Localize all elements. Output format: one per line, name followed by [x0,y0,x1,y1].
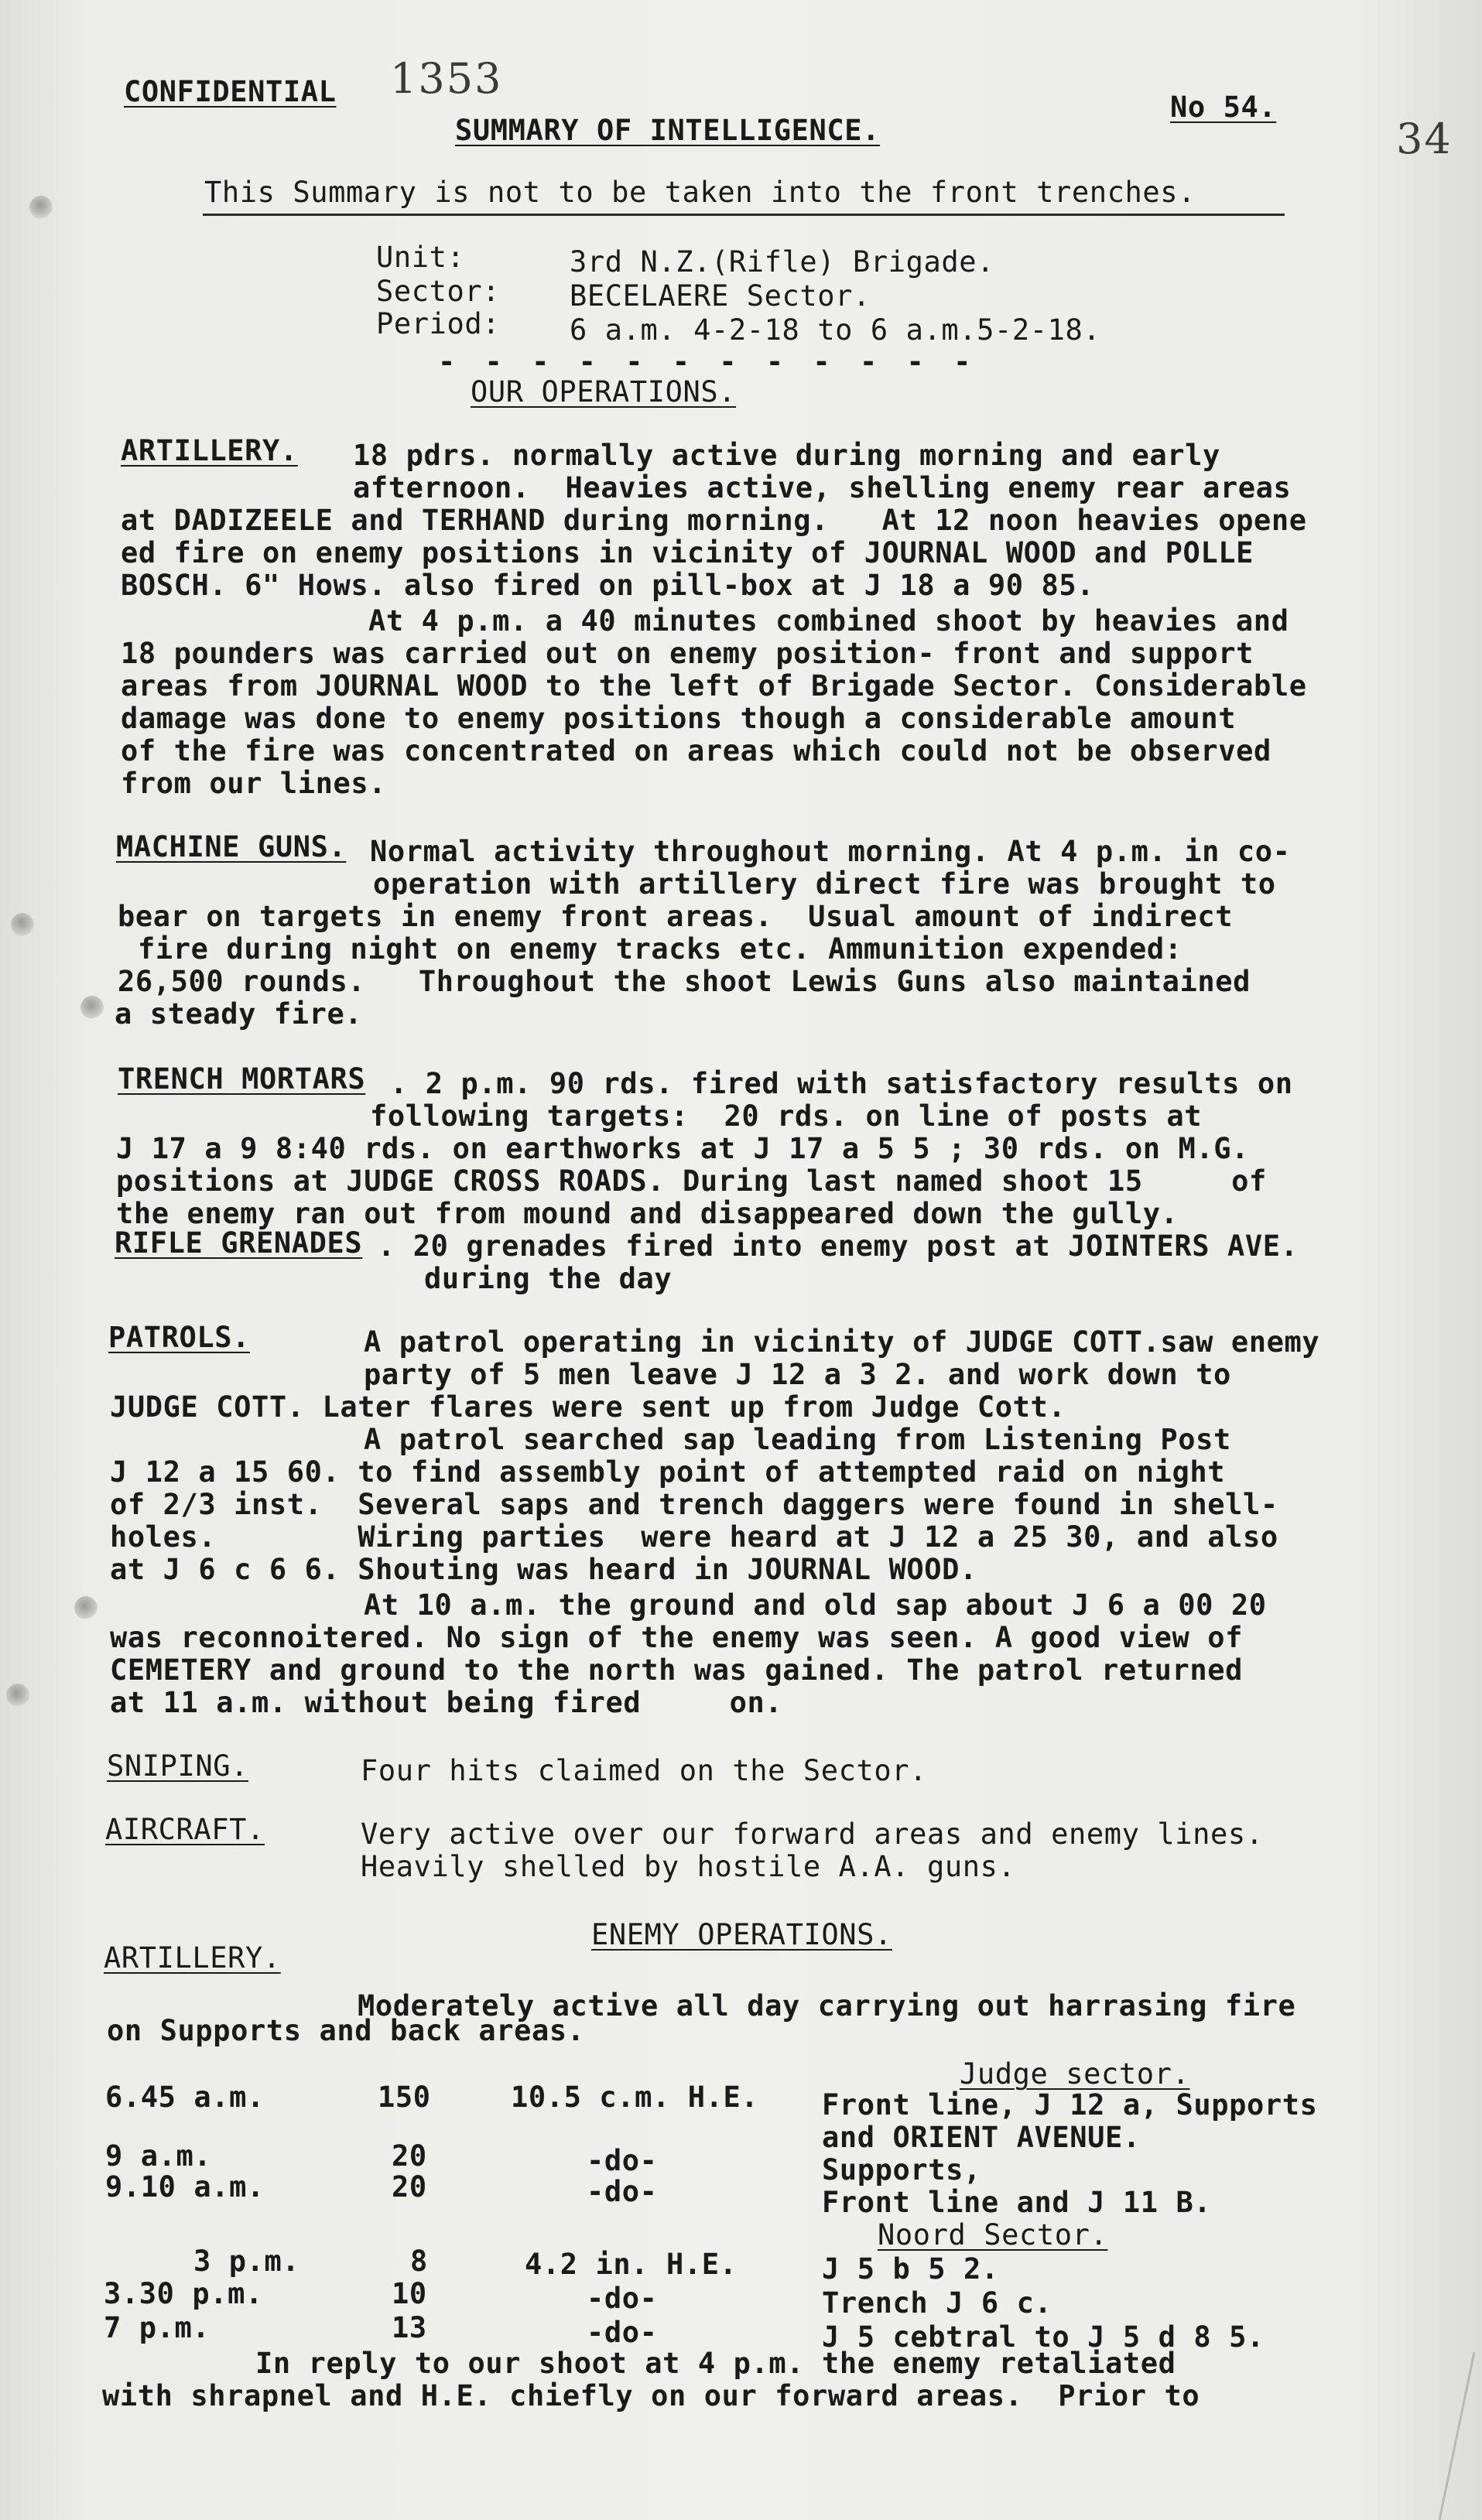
machine-guns-text: 26,500 rounds. Throughout the shoot Lewis Guns also maintained [118,965,1251,998]
artillery-text: from our lines. [121,767,387,800]
shelling-time: 9.10 a.m. [105,2170,265,2204]
patrols-text: at 11 a.m. without being fired on. [110,1686,783,1719]
machine-guns-text: bear on targets in enemy front areas. Usual amount of indirect [118,900,1234,933]
patrols-text: holes. Wiring parties were heard at J 12 a 25 30, and also [110,1520,1278,1554]
artillery-text: 18 pdrs. normally active during morning and early [353,439,1220,472]
noord-sector-heading: Noord Sector. [878,2218,1108,2252]
machine-guns-text: operation with artillery direct fire was brought to [373,867,1276,901]
punch-hole [29,196,53,219]
summary-title: SUMMARY OF INTELLIGENCE. [455,114,881,147]
patrols-label: PATROLS. [108,1321,251,1354]
shelling-time: 9 a.m. [105,2139,212,2173]
machine-guns-label: MACHINE GUNS. [116,830,347,863]
aircraft-text: Very active over our forward areas and enemy lines. [361,1817,1264,1851]
shelling-time: 6.45 a.m. [105,2081,265,2114]
shelling-type: 4.2 in. H.E. [525,2248,738,2281]
trench-mortars-text: . 2 p.m. 90 rds. fired with satisfactory results on [390,1067,1293,1100]
enemy-artillery-label: ARTILLERY. [104,1941,281,1975]
trench-mortars-label: TRENCH MORTARS [118,1062,366,1096]
shelling-target: Front line, J 12 a, Supports [822,2088,1318,2122]
judge-sector-heading: Judge sector. [960,2057,1190,2091]
header-divider: - - - - - - - - - - - - [438,345,977,378]
shelling-type: 10.5 c.m. H.E. [511,2081,759,2114]
patrols-text: At 10 a.m. the ground and old sap about J 6 a 00 20 [364,1588,1267,1622]
handwritten-number: 1353 [390,54,503,103]
rifle-grenades-text: during the day [424,1262,673,1295]
patrols-text: was reconnoitered. No sign of the enemy was seen. A good view of [110,1621,1244,1654]
sector-value: BECELAERE Sector. [570,279,871,313]
artillery-text: afternoon. Heavies active, shelling enemy rear areas [353,471,1292,504]
shelling-count: 20 [392,2139,427,2173]
enemy-artillery-text: Moderately active all day carrying out harrasing fire [358,1989,1296,2022]
shelling-target: J 5 b 5 2. [822,2252,999,2286]
patrols-text: JUDGE COTT. Later flares were sent up from Judge Cott. [110,1390,1066,1424]
shelling-time: 3 p.m. [193,2245,300,2278]
shelling-time: 7 p.m. [104,2311,210,2344]
summary-number: No 54. [1170,91,1277,124]
notice-text: This Summary is not to be taken into the front trenches. [204,176,1196,209]
period-label: Period: [376,307,501,340]
patrols-text: of 2/3 inst. Several saps and trench daggers were found in shell- [110,1488,1278,1521]
shelling-count: 13 [392,2311,427,2344]
aircraft-text: Heavily shelled by hostile A.A. guns. [361,1850,1016,1883]
notice-underline [203,214,1285,216]
shelling-target: Supports, [822,2153,981,2187]
closing-text: with shrapnel and H.E. chiefly on our forward areas. Prior to [102,2379,1200,2412]
period-value: 6 a.m. 4-2-18 to 6 a.m.5-2-18. [570,313,1101,347]
patrols-text: A patrol operating in vicinity of JUDGE COTT.saw enemy [364,1325,1320,1359]
enemy-operations-heading: ENEMY OPERATIONS. [591,1918,892,1951]
paper-edge-line [1393,2352,1478,2520]
shelling-target: and ORIENT AVENUE. [822,2121,1141,2154]
trench-mortars-text: following targets: 20 rds. on line of posts at [370,1099,1203,1133]
artillery-text: of the fire was concentrated on areas which could not be observed [121,734,1272,768]
unit-label: Unit: [376,241,465,274]
trench-mortars-text: the enemy ran out from mound and disappeared down the gully. [116,1197,1179,1230]
rifle-grenades-label: RIFLE GRENADES [115,1226,363,1260]
punch-hole [74,1596,98,1619]
our-operations-heading: OUR OPERATIONS. [471,375,737,409]
shelling-count: 8 [410,2245,428,2278]
shelling-type: -do- [587,2175,658,2208]
shelling-type: -do- [587,2282,658,2315]
artillery-label: ARTILLERY. [121,434,298,467]
confidential-label: CONFIDENTIAL [124,75,337,108]
punch-hole [11,913,34,936]
patrols-text: party of 5 men leave J 12 a 3 2. and work down to [364,1358,1231,1391]
shelling-count: 150 [378,2081,431,2114]
machine-guns-text: fire during night on enemy tracks etc. Ammunition expended: [138,932,1183,966]
shelling-target: Front line and J 11 B. [822,2186,1212,2219]
artillery-text: damage was done to enemy positions though a considerable amount [121,702,1237,735]
shelling-time: 3.30 p.m. [104,2277,263,2310]
shelling-type: -do- [587,2144,658,2177]
patrols-text: CEMETERY and ground to the north was gained. The patrol returned [110,1653,1244,1687]
artillery-text: at DADIZEELE and TERHAND during morning. At 12 noon heavies opene [121,504,1307,537]
trench-mortars-text: positions at JUDGE CROSS ROADS. During last named shoot 15 of [116,1164,1267,1198]
patrols-text: A patrol searched sap leading from Listening Post [364,1423,1231,1456]
machine-guns-text: Normal activity throughout morning. At 4 p.m. in co- [370,835,1291,868]
shelling-type: -do- [587,2316,658,2349]
artillery-text: ed fire on enemy positions in vicinity of JOURNAL WOOD and POLLE [121,536,1254,569]
punch-hole [80,996,104,1019]
punch-hole [6,1684,29,1707]
shelling-count: 20 [392,2170,427,2204]
closing-text: In reply to our shoot at 4 p.m. the enemy retaliated [255,2347,1176,2380]
sniping-label: SNIPING. [107,1749,249,1783]
patrols-text: at J 6 c 6 6. Shouting was heard in JOURNAL WOOD. [110,1553,977,1586]
shelling-target: Trench J 6 c. [822,2286,1052,2320]
unit-value: 3rd N.Z.(Rifle) Brigade. [570,245,995,279]
artillery-text: 18 pounders was carried out on enemy position- front and support [121,637,1254,670]
machine-guns-text: a steady fire. [115,997,363,1031]
rifle-grenades-text: . 20 grenades fired into enemy post at JOINTERS AVE. [378,1229,1299,1263]
artillery-text: BOSCH. 6" Hows. also fired on pill-box at J 18 a 90 85. [121,569,1095,602]
sector-label: Sector: [376,275,501,308]
page-number: 34 [1396,115,1453,163]
artillery-text: areas from JOURNAL WOOD to the left of Brigade Sector. Considerable [121,669,1307,703]
trench-mortars-text: J 17 a 9 8:40 rds. on earthworks at J 17 a 5 5 ; 30 rds. on M.G. [116,1132,1250,1165]
enemy-artillery-text: on Supports and back areas. [107,2014,585,2047]
patrols-text: J 12 a 15 60. to find assembly point of attempted raid on night [110,1455,1226,1489]
artillery-text: At 4 p.m. a 40 minutes combined shoot by heavies and [368,604,1289,638]
aircraft-label: AIRCRAFT. [105,1813,265,1846]
shelling-count: 10 [392,2277,427,2310]
sniping-text: Four hits claimed on the Sector. [361,1754,928,1787]
shelling-target: J 5 cebtral to J 5 d 8 5. [822,2320,1265,2354]
